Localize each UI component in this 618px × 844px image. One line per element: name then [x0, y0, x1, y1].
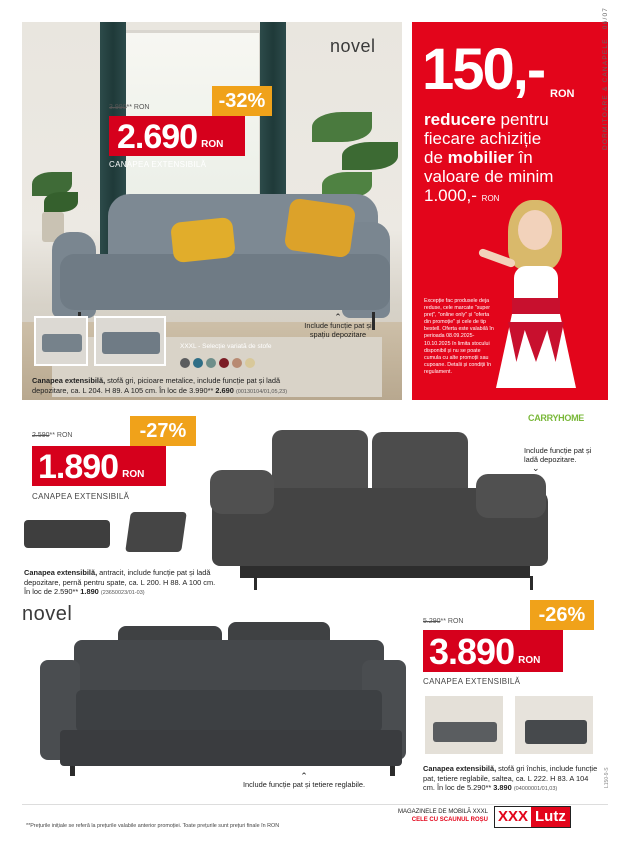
brand-logo-novel: novel: [22, 603, 73, 625]
swatch-caption: XXXL - Selecție variată de stofe: [180, 343, 272, 350]
feature-note: ⌃ Include funcție pat și spațiu depozitare: [298, 313, 378, 339]
feature-note: Include funcție pat și ladă depozitare. ⌄: [524, 446, 606, 472]
price-tag: 1.890 RON: [32, 446, 166, 486]
promo-panel: [412, 22, 608, 400]
fabric-swatch[interactable]: [232, 358, 242, 368]
sofa-backrest: [74, 640, 384, 692]
thumbnail-bed[interactable]: [24, 520, 110, 548]
sofa-seat: [76, 690, 382, 732]
discount-badge: -26%: [530, 600, 594, 630]
sofa-armrest: [210, 470, 274, 514]
chevron-down-icon: ⌄: [532, 463, 540, 473]
yellow-cushion: [284, 198, 357, 259]
price-tag: [109, 116, 245, 156]
fabric-swatch[interactable]: [180, 358, 190, 368]
fabric-swatch[interactable]: [219, 358, 229, 368]
model-face: [518, 210, 552, 250]
sofa-armrest: [476, 474, 546, 518]
chevron-up-icon: ⌃: [300, 771, 308, 781]
xxxlutz-logo: XXX Lutz: [494, 806, 571, 828]
product-description: Canapea extensibilă, stofă gri, picioare metalice, include funcție pat și ladă depozitare, ca. L 204. H 89. A 105 cm. În loc de 3.990** 2.690 (00130104/01,05,23): [32, 376, 288, 395]
fabric-swatch[interactable]: [193, 358, 203, 368]
product-description: Canapea extensibilă, stofă gri închis, include funcție pat, tetiere reglabile, saltea, ca. L 222. H 83. A 104 cm. În loc de 5.290** 3.890 (04000001/01,03): [423, 764, 598, 792]
model-dress: [514, 266, 558, 300]
tagline: MAGAZINELE DE MOBILĂ XXXL CELE CU SCAUNUL ROȘU: [397, 809, 488, 823]
product-label: CANAPEA EXTENSIBILĂ: [32, 492, 130, 501]
product-description: Canapea extensibilă, antracit, include funcție pat și ladă depozitare, pernă pentru spate, ca. L 200. H 88. A 100 cm. În loc de 2.590** 1.890 (23650023/01-03): [24, 568, 216, 596]
divider: [22, 804, 608, 805]
section-label: DORMITOARE & CANAPELE 06/07: [602, 6, 609, 150]
promo-fine-print: Excepție fac produsele deja reduse, cele marcate "super preț", "online only" și "oferta din promoție" și cele de tip bestell. Oferta este valabilă în perioada 08.09.2025-10.10.2025 în limita stocului disponibil și nu se poate cumula cu alte promoții sau cupoane. Detalii și condiții în regulament.: [424, 298, 494, 375]
brand-logo-novel: novel: [330, 36, 376, 56]
disclaimer: **Prețurile inițiale se referă la prețurile valabile anterior promoției. Toate prețurile sunt prețuri finale în RON: [26, 823, 280, 829]
fabric-swatches: [180, 355, 258, 373]
price-value: 2.690: [117, 118, 198, 156]
thumbnail-storage[interactable]: [125, 512, 187, 552]
promo-amount: 150,-: [422, 37, 545, 102]
product-label: CANAPEA EXTENSIBILĂ: [423, 677, 521, 686]
fabric-swatch[interactable]: [206, 358, 216, 368]
yellow-cushion: [170, 217, 236, 263]
thumbnail-bed[interactable]: [94, 316, 166, 366]
price-tag: 3.890 RON: [423, 630, 563, 672]
chevron-up-icon: ⌃: [334, 312, 342, 322]
promo-text: reducere pentru fiecare achiziție de mobilier în valoare de minim 1.000,- RON: [424, 110, 554, 205]
side-code: L150-9-S: [604, 767, 610, 788]
discount-badge: -32%: [212, 86, 272, 116]
promo-currency: RON: [550, 88, 575, 100]
sofa-seat: [60, 254, 390, 310]
carryhome-logo: CARRYHOME: [528, 413, 584, 423]
discount-badge: -27%: [130, 416, 196, 446]
old-price: 5.290** RON: [423, 618, 464, 625]
feature-note: ⌃ Include funcție pat și tetiere reglabile.: [224, 772, 384, 789]
fabric-swatch[interactable]: [245, 358, 255, 368]
product-label: CANAPEA EXTENSIBILĂ: [109, 160, 207, 169]
old-price: 2.590** RON: [32, 432, 73, 439]
thumbnail-storage[interactable]: [34, 316, 88, 366]
thumbnail-headrest[interactable]: [513, 694, 595, 756]
old-price: 3.990** RON: [109, 104, 150, 111]
currency: RON: [201, 139, 224, 150]
thumbnail-bed[interactable]: [423, 694, 505, 756]
plant-right: [312, 112, 372, 142]
